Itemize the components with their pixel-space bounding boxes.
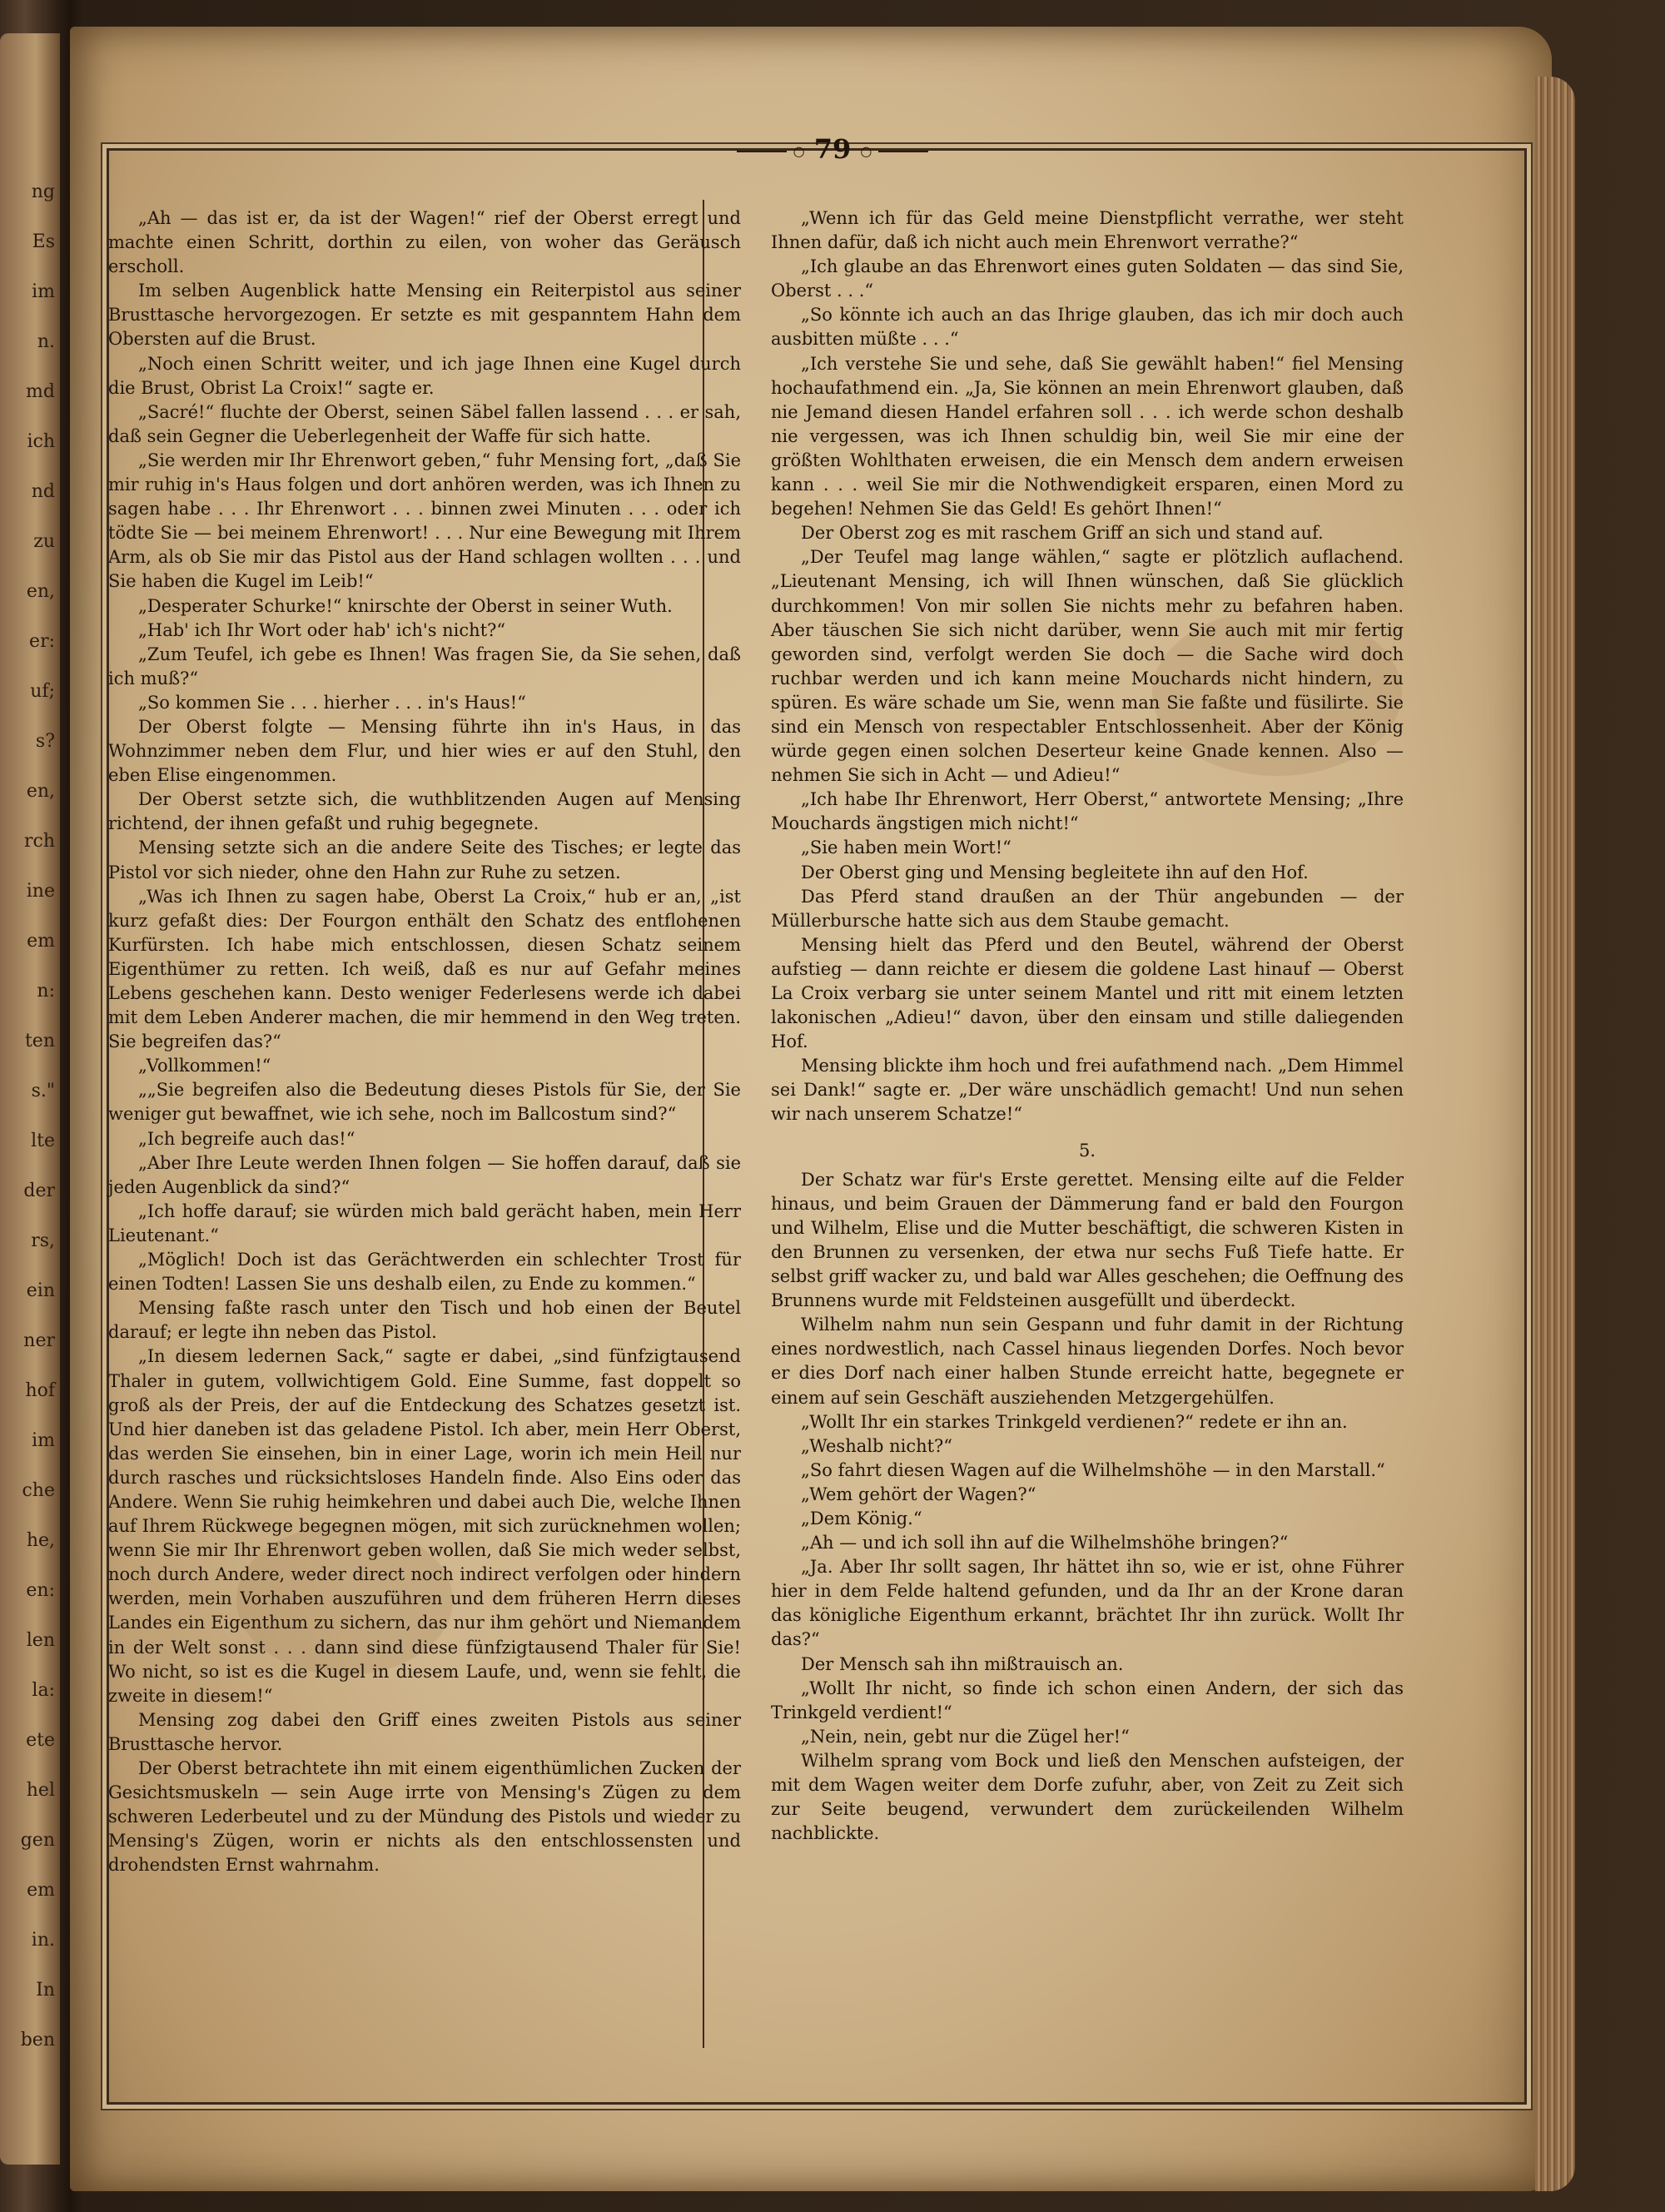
margin-fragment: s?: [35, 731, 55, 752]
paragraph: Der Oberst zog es mit raschem Griff an sich und stand auf.: [801, 523, 1324, 544]
paragraph: „„Sie begreifen also die Bedeutung dieses Pistols für Sie, der Sie weniger gut bewaffnet, wie ich sehe, noch im Ballcostum sind?“: [108, 1080, 741, 1125]
margin-fragment: len: [26, 1630, 55, 1651]
paragraph: „Ich hoffe darauf; sie würden mich bald gerächt haben, mein Herr Lieutenant.“: [108, 1200, 741, 1245]
header-dash: [737, 151, 787, 152]
right-column: [771, 206, 1404, 1846]
margin-fragment: nd: [31, 481, 55, 502]
paragraph: Der Oberst betrachtete ihn mit einem eigenthümlichen Zucken der Gesichtsmuskeln — sein Auge irrte von Mensing's Zügen zu dem schweren Lederbeutel und zu der Mündung des Pistols und wieder zu Mensing's Zügen, worin er nichts als den entschlossensten und drohendsten Ernst wahrnahm.: [108, 1758, 741, 1876]
paragraph: „Wenn ich für das Geld meine Dienstpflicht verrathe, wer steht Ihnen dafür, daß ich nicht auch mein Ehrenwort verrathe?“: [771, 208, 1404, 253]
paragraph: „Ich habe Ihr Ehrenwort, Herr Oberst,“ antwortete Mensing; „Ihre Mouchards ängstigen mich nicht!“: [771, 789, 1404, 834]
margin-fragment: n.: [37, 331, 55, 352]
paragraph: „Nein, nein, gebt nur die Zügel her!“: [801, 1726, 1130, 1747]
margin-fragment: rs,: [31, 1230, 55, 1251]
paragraph: Mensing faßte rasch unter den Tisch und hob einen der Beutel darauf; er legte ihn neben das Pistol.: [108, 1298, 741, 1343]
margin-fragment: der: [23, 1181, 55, 1201]
margin-fragment: ten: [24, 1031, 55, 1051]
header-ornament: ○: [860, 143, 872, 159]
margin-fragment: im: [32, 281, 55, 302]
margin-fragment: ben: [20, 2030, 55, 2050]
paragraph: Wilhelm sprang vom Bock und ließ den Menschen aufsteigen, der mit dem Wagen weiter dem Dorfe zufuhr, aber, von Zeit zu Zeit sich zur Seite beugend, verwundert dem zurückeilenden Wilhelm nachblickte.: [771, 1750, 1404, 1844]
page-number: 79: [813, 133, 852, 165]
paragraph: „Ich begreife auch das!“: [138, 1128, 355, 1149]
paragraph: „So fahrt diesen Wagen auf die Wilhelmshöhe — in den Marstall.“: [801, 1459, 1385, 1480]
paragraph: Im selben Augenblick hatte Mensing ein Reiterpistol aus seiner Brusttasche hervorgezogen. Er setzte es mit gespanntem Hahn dem Obersten auf die Brust.: [108, 281, 741, 350]
paragraph: „Zum Teufel, ich gebe es Ihnen! Was fragen Sie, da Sie sehen, daß ich muß?“: [108, 644, 741, 688]
margin-fragment: en:: [26, 1580, 55, 1601]
header-ornament: ○: [793, 143, 805, 159]
margin-fragment: em: [27, 931, 55, 952]
paragraph: Mensing blickte ihm hoch und frei aufathmend nach. „Dem Himmel sei Dank!“ sagte er. „Der wäre unschädlich gemacht! Und nun sehen wir nach unserem Schatze!“: [771, 1056, 1404, 1125]
margin-fragment: ich: [27, 431, 55, 452]
margin-fragment: hel: [26, 1780, 55, 1801]
paragraph: Der Mensch sah ihn mißtrauisch an.: [801, 1653, 1124, 1674]
margin-fragment: la:: [32, 1680, 55, 1701]
paragraph: „Desperater Schurke!“ knirschte der Oberst in seiner Wuth.: [138, 595, 673, 616]
paragraph: „Aber Ihre Leute werden Ihnen folgen — Sie hoffen darauf, daß sie jeden Augenblick da sind?“: [108, 1152, 741, 1197]
paragraph: Der Oberst ging und Mensing begleitete ihn auf den Hof.: [801, 862, 1309, 882]
paragraph: „Der Teufel mag lange wählen,“ sagte er plötzlich auflachend. „Lieutenant Mensing, ich will Ihnen wünschen, daß Sie glücklich durchkommen! Von mir sollen Sie nichts mehr zu befahren haben. Aber täuschen Sie sich nicht darüber, wenn Sie auch mit mir fertig geworden sind, verfolgt werden Sie doch — die Sache wird doch ruchbar werden und ich kann meine Mouchards nicht hindern, zu spüren. Es wäre schade um Sie, wenn man Sie faßte und füsilirte. Sie sind ein Mensch von respectabler Entschlossenheit. Aber der König würde gegen einen solchen Deserteur keine Gnade kennen. Also — nehmen Sie sich in Acht — und Adieu!“: [771, 547, 1404, 786]
paragraph: „So kommen Sie . . . hierher . . . in's Haus!“: [138, 692, 526, 713]
margin-fragment: gen: [20, 1830, 55, 1851]
header-dash: [878, 151, 928, 152]
margin-fragment: ine: [26, 881, 55, 902]
paragraph: „Ich verstehe Sie und sehe, daß Sie gewählt haben!“ fiel Mensing hochaufathmend ein. „Ja, Sie können an mein Ehrenwort glauben, daß nie Jemand diesen Handel erfahren soll . . . ich werde schon deshalb nie vergessen, was ich Ihnen schuldig bin, weil Sie mir eine der größten Wohlthaten erweisen, die ein Mensch dem andern erweisen kann . . . weil Sie mir die Nothwendigkeit ersparen, einen Mord zu begehen! Nehmen Sie das Geld! Es gehört Ihnen!“: [771, 353, 1404, 519]
margin-fragment: che: [22, 1480, 55, 1501]
paragraph: „Dem König.“: [801, 1508, 922, 1529]
margin-fragment: in.: [31, 1930, 55, 1951]
paragraph: Das Pferd stand draußen an der Thür angebunden — der Müllerbursche hatte sich aus dem Staube gemacht.: [771, 886, 1404, 931]
paragraph: „Sacré!“ fluchte der Oberst, seinen Säbel fallen lassend . . . er sah, daß sein Gegner die Ueberlegenheit der Waffe für sich hatte.: [108, 401, 741, 446]
left-column: [108, 206, 741, 1877]
margin-fragment: em: [27, 1880, 55, 1901]
paragraph: Der Oberst folgte — Mensing führte ihn in's Haus, in das Wohnzimmer neben dem Flur, und hier wies er auf den Stuhl, den eben Elise eingenommen.: [108, 716, 741, 786]
paragraph: „Ja. Aber Ihr sollt sagen, Ihr hättet ihn so, wie er ist, ohne Führer hier in dem Felde haltend gefunden, und da Ihr an der Krone daran das königliche Eigenthum erkannt, brächtet Ihr ihn zurück. Wollt Ihr das?“: [771, 1557, 1404, 1650]
paragraph: „Ah — und ich soll ihn auf die Wilhelmshöhe bringen?“: [801, 1533, 1289, 1553]
paragraph: Mensing setzte sich an die andere Seite des Tisches; er legte das Pistol vor sich nieder, ohne den Hahn zur Ruhe zu setzen.: [108, 838, 741, 882]
paragraph: Der Schatz war für's Erste gerettet. Mensing eilte auf die Felder hinaus, und beim Grauen der Dämmerung fand er bald den Fourgon und Wilhelm, Elise und die Mutter beschäftigt, die schweren Kisten in den Brunnen zu versenken, der etwa nur sechs Fuß Tiefe hatte. Er selbst griff wacker zu, und bald war Alles geschehen; die Oeffnung des Brunnens wurde mit Feldsteinen ausgefüllt und überdeckt.: [771, 1169, 1404, 1311]
margin-fragment: rch: [23, 831, 55, 852]
paragraph: „Wem gehört der Wagen?“: [801, 1484, 1036, 1504]
page-edges: [1535, 77, 1575, 2191]
paragraph: „In diesem ledernen Sack,“ sagte er dabei, „sind fünfzigtausend Thaler in gutem, vollwichtigem Gold. Eine Summe, fast doppelt so groß als der Preis, der auf die Entdeckung des Schatzes gesetzt ist. Und hier daneben ist das geladene Pistol. Ich aber, mein Herr Oberst, das werden Sie einsehen, bin in einer Lage, worin ich mein Heil nur durch rasches und rücksichtsloses Handeln finde. Also Eins oder das Andere. Wenn Sie ruhig heimkehren und dabei auch Die, welche Ihnen auf Ihrem Rückwege begegnen mögen, mit sich zurücknehmen wollen; wenn Sie mir Ihr Ehrenwort geben wollen, daß Sie mich weder selbst, noch durch Andere, weder direct noch indirect verfolgen oder hindern werden, mein Vorhaben auszuführen und dem früheren Herrn dieses Landes ein Eigenthum zu sichern, das nur ihm gehört und Niemandem in der Welt sonst . . . dann sind diese fünfzigtausend Thaler für Sie! Wo nicht, so ist es die Kugel in diesem Laufe, und, wenn sie fehlt, die zweite in diesem!“: [108, 1346, 741, 1706]
margin-fragment: n:: [37, 981, 55, 1002]
paragraph: „Wollt Ihr nicht, so finde ich schon einen Andern, der sich das Trinkgeld verdient!“: [771, 1678, 1404, 1722]
paragraph: Der Oberst setzte sich, die wuthblitzenden Augen auf Mensing richtend, der ihnen gefaßt und ruhig begegnete.: [108, 789, 741, 834]
margin-fragment: In: [36, 1980, 55, 2001]
margin-fragment: ng: [31, 181, 55, 202]
margin-fragment: ete: [26, 1730, 55, 1751]
margin-fragment: he,: [26, 1530, 55, 1551]
paragraph: „Vollkommen!“: [138, 1056, 271, 1076]
margin-fragment: Es: [32, 231, 55, 252]
margin-fragment: im: [32, 1430, 55, 1451]
paragraph: Mensing hielt das Pferd und den Beutel, während der Oberst aufstieg — dann reichte er diesem die goldene Last hinauf — Oberst La Croix verbarg sie unter seinem Mantel und ritt mit einem letzten lakonischen „Adieu!“ davon, über den einsam und stille daliegenden Hof.: [771, 934, 1404, 1052]
margin-fragment: lte: [31, 1131, 55, 1151]
margin-fragment: zu: [33, 531, 55, 552]
paragraph: „Sie haben mein Wort!“: [801, 838, 1011, 858]
paragraph: „Möglich! Doch ist das Gerächtwerden ein schlechter Trost für einen Todten! Lassen Sie uns deshalb eilen, zu Ende zu kommen.“: [108, 1250, 741, 1295]
margin-fragment: ner: [23, 1330, 55, 1351]
paragraph: „Ah — das ist er, da ist der Wagen!“ rief der Oberst erregt und machte einen Schritt, dorthin zu eilen, von woher das Geräusch erscholl.: [108, 208, 741, 277]
margin-fragment: en,: [26, 781, 55, 802]
paragraph: „So könnte ich auch an das Ihrige glauben, das ich mir doch auch ausbitten müßte . . .“: [771, 305, 1404, 350]
margin-fragment: s.": [31, 1081, 55, 1101]
margin-fragment: uf;: [30, 681, 55, 702]
margin-fragment: ein: [26, 1280, 55, 1301]
paragraph: „Wollt Ihr ein starkes Trinkgeld verdienen?“ redete er ihn an.: [801, 1411, 1348, 1432]
paragraph: „Was ich Ihnen zu sagen habe, Oberst La Croix,“ hub er an, „ist kurz gefaßt dies: Der Fourgon enthält den Schatz des entflohenen Kurfürsten. Ich habe mich entschlossen, diesen Schatz seinem Eigenthümer zu retten. Ich weiß, daß es nur auf Gefahr meines Lebens geschehen kann. Desto weniger Federlesens werde ich dabei mit dem Leben Anderer machen, die mir hemmend in den Weg treten. Sie begreifen das?“: [108, 886, 741, 1052]
paragraph: Mensing zog dabei den Griff eines zweiten Pistols aus seiner Brusttasche hervor.: [108, 1709, 741, 1754]
paragraph: „Weshalb nicht?“: [801, 1435, 953, 1456]
page-header: [0, 133, 1665, 165]
paragraph: „Hab' ich Ihr Wort oder hab' ich's nicht?“: [138, 619, 506, 640]
margin-fragment: en,: [26, 581, 55, 602]
margin-fragment: hof: [25, 1380, 55, 1401]
previous-page-edge: [0, 33, 60, 2165]
margin-fragment: er:: [29, 631, 55, 652]
section-number: 5.: [1078, 1140, 1096, 1161]
paragraph: „Noch einen Schritt weiter, und ich jage Ihnen eine Kugel durch die Brust, Obrist La Croix!“ sagte er.: [108, 353, 741, 398]
paragraph: Wilhelm nahm nun sein Gespann und fuhr damit in der Richtung eines nordwestlich, nach Cassel hinaus liegenden Dorfes. Noch bevor er dies Dorf nach einer halben Stunde erreicht hatte, begegnete er einem auf sein Geschäft ausziehenden Metzgergehülfen.: [771, 1315, 1404, 1408]
paragraph: „Sie werden mir Ihr Ehrenwort geben,“ fuhr Mensing fort, „daß Sie mir ruhig in's Haus folgen und dort anhören werden, was ich Ihnen zu sagen habe . . . Ihr Ehrenwort . . . binnen zwei Minuten . . . oder ich tödte Sie — bei meinem Ehrenwort! . . . Nur eine Bewegung mit Ihrem Arm, als ob Sie mir das Pistol aus der Hand schlagen wollten . . . und Sie haben die Kugel im Leib!“: [108, 450, 741, 592]
margin-fragment: md: [26, 381, 55, 402]
paragraph: „Ich glaube an das Ehrenwort eines guten Soldaten — das sind Sie, Oberst . . .“: [771, 256, 1404, 301]
